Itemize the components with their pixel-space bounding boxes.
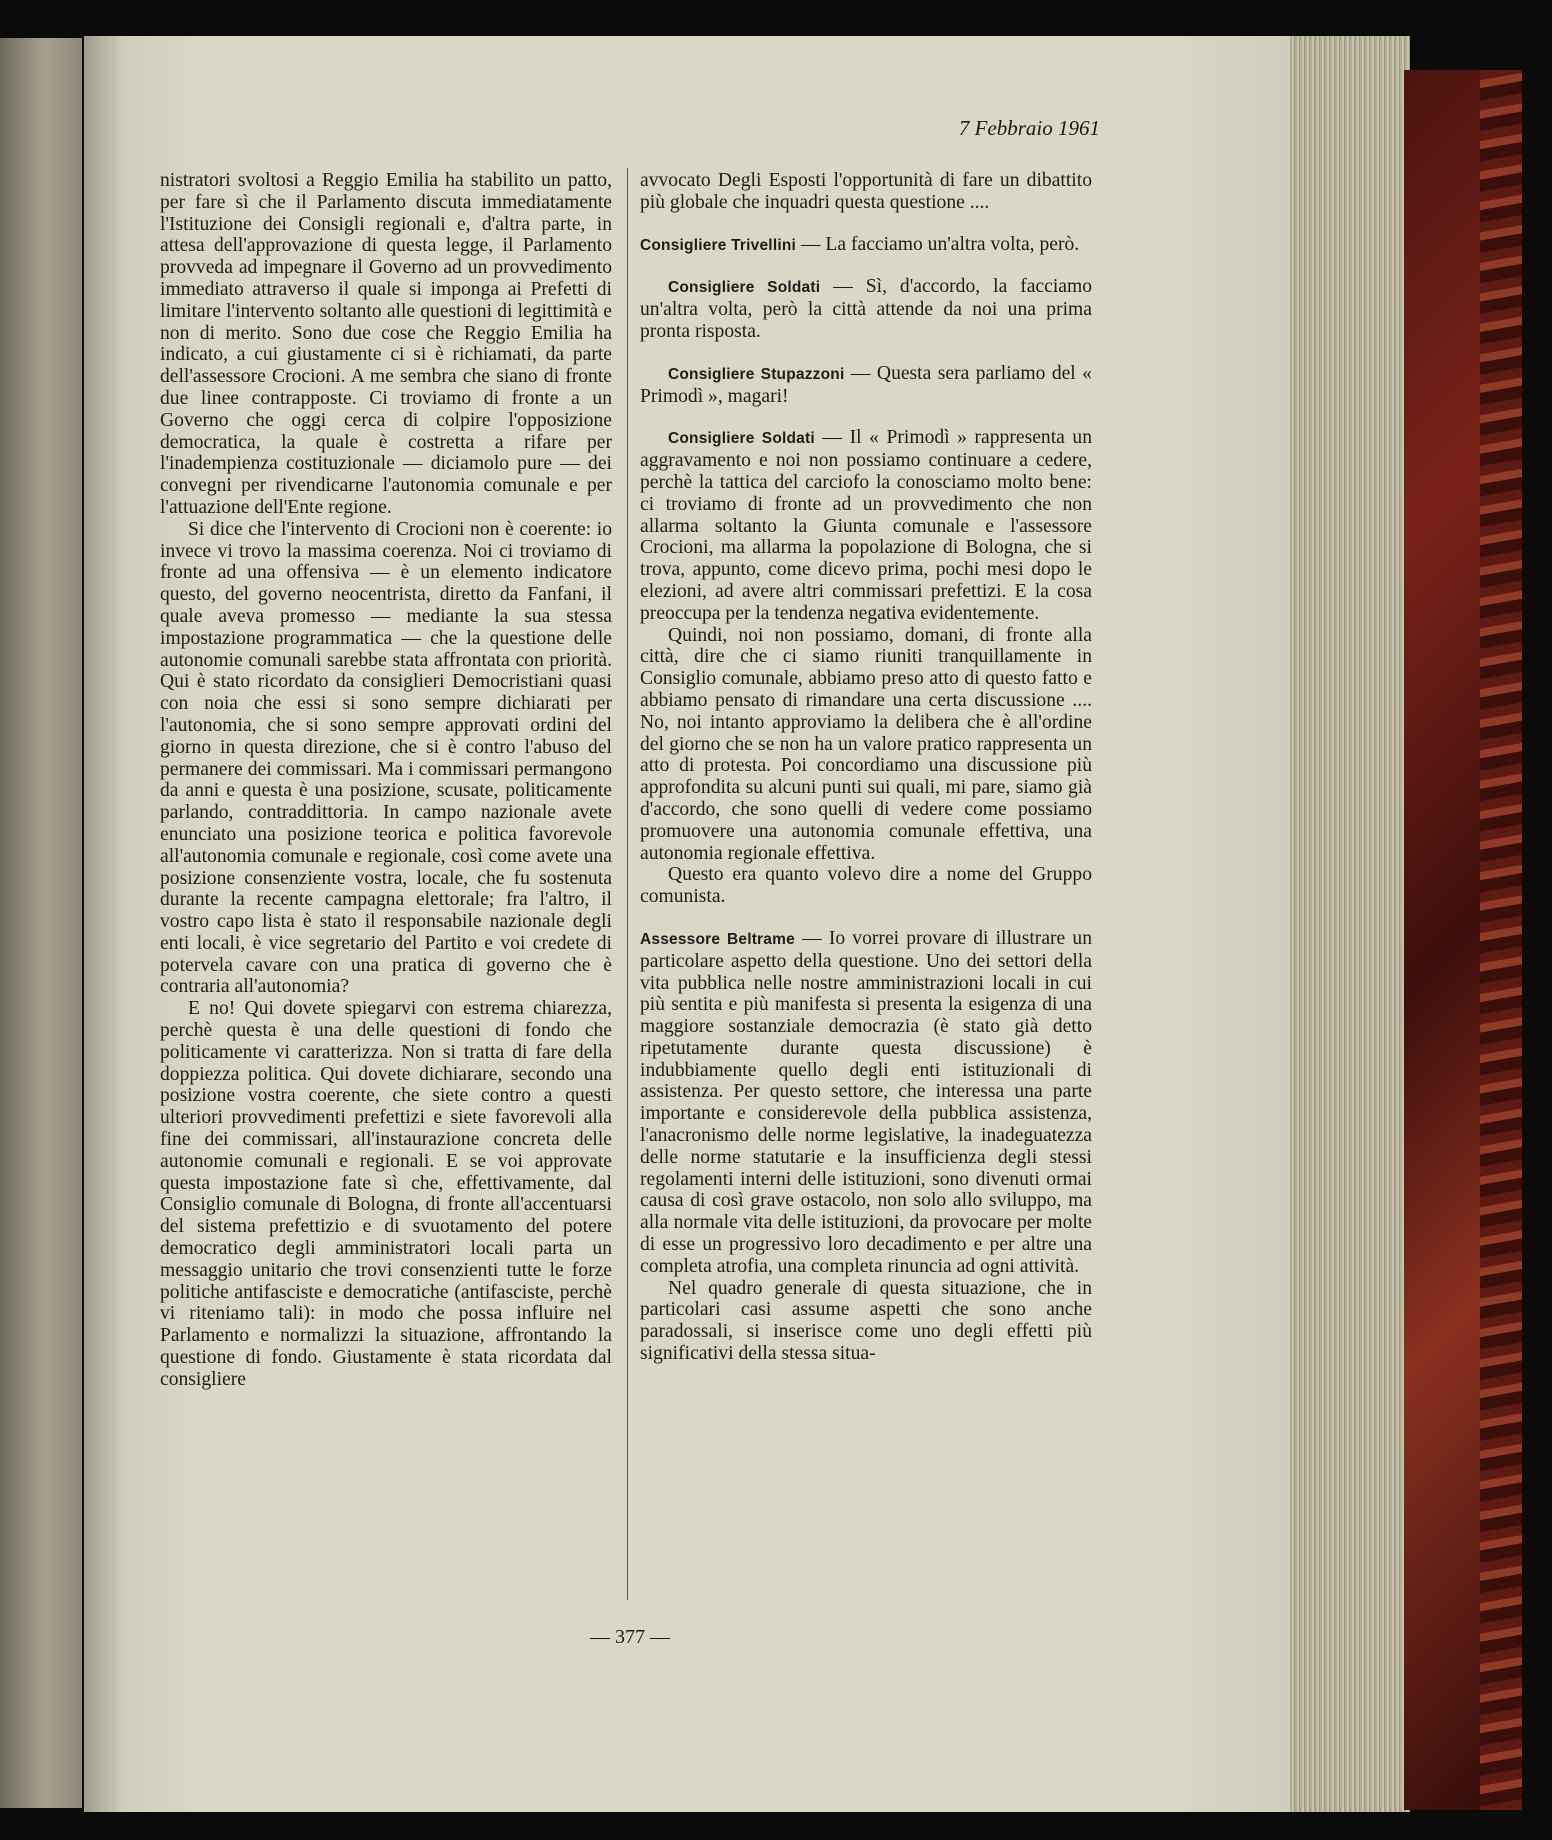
speech-text: — Il « Primodì » rappresenta un aggravamento e noi non possiamo continuare a cedere, perchè la tattica del carciofo la conosciamo molto bene: ci troviamo di fronte ad un provvedimento che non allarma soltanto la Giunta comunale e l'assessore Crocioni, ma allarma la popolazione di Bologna, che si trova, appunto, come dicevo prima, pochi mesi dopo le elezioni, ad avere altri commissari prefettizi. E la cosa preoccupa per la tendenza negativa evidentemente. xyxy=(640,427,1092,624)
left-column xyxy=(160,170,612,1391)
paragraph: E no! Qui dovete spiegarvi con estrema chiarezza, perchè questa è una delle questioni di fondo che politicamente vi caratterizza. Non si tratta di fare della doppiezza politica. Qui dovete dichiarare, secondo una posizione vostra coerente, che siete contro a questi ulteriori provvedimenti prefettizi e siete favorevoli alla fine dei commissari, all'instaurazione concreta delle autonomie comunali e regionali. E se voi approvate questa impostazione fate sì che, effettivamente, dal Consiglio comunale di Bologna, di fronte all'accentuarsi del sistema prefettizio e di svuotamento del potere democratico degli amministratori locali parta un messaggio unitario che trovi consenzienti tutte le forze politiche antifasciste e democratiche (antifasciste, perchè vi riteniamo tali): in modo che possa influire nel Parlamento e normalizzi la situazione, affrontando la questione di fondo. Giustamente è stata ricordata dal consigliere xyxy=(160,998,612,1390)
paragraph: Quindi, noi non possiamo, domani, di fronte alla città, dire che ci siamo riuniti tranquillamente in Consiglio comunale, abbiamo preso atto di questo fatto e abbiamo pensato di rimandare una certa discussione .... No, noi intanto approviamo la delibera che è all'ordine del giorno che se non ha un valore pratico rappresenta un atto di protesta. Poi concordiamo una discussione più approfondita su alcuni punti sui quali, mi pare, siamo già d'accordo, che sono quelli di vedere come possiamo promuovere una autonomia comunale effettiva, una autonomia regionale effettiva. xyxy=(640,624,1092,864)
speech xyxy=(640,363,1092,408)
speech-text: — Io vorrei provare di illustrare un particolare aspetto della questione. Uno dei settori della vita pubblica nelle nostre amministrazioni locali in cui più sentita e più manifesta si presenta la esigenza di una maggiore sostanziale democrazia (è stato già detto ripetutamente durante questa discussione) è indubbiamente quello degli enti istituzionali di assistenza. Per questo settore, che interessa una parte importante e considerevole della pubblica assistenza, l'anacronismo delle norme legislative, la inadeguatezza delle norme statutarie e la insufficienza degli stessi regolamenti interni delle istituzioni, sono divenuti ormai causa di così grave ostacolo, non solo allo sviluppo, ma alla normale vita delle istituzioni, da provocare per molte di esse un progressivo loro decadimento e per altre una completa atrofia, una completa rinuncia ad ogni attività. xyxy=(640,927,1092,1277)
speech-text: — Questa sera parliamo del « Primodì », magari! xyxy=(640,362,1092,407)
speaker-name: Consigliere Trivellini xyxy=(640,236,797,254)
paragraph: nistratori svoltosi a Reggio Emilia ha stabilito un patto, per fare sì che il Parlamento discuta immediatamente l'Istituzione dei Consigli regionali e, d'altra parte, in attesa dell'approvazione di questa legge, il Parlamento provveda ad impegnare il Governo ad un provvedimento immediato attraverso il quale si imponga ai Prefetti di limitare l'intervento soltanto alle questioni di legittimità e non di merito. Sono due cose che Reggio Emilia ha indicato, a cui giustamente ci si è richiamati, da parte dell'assessore Crocioni. A me sembra che siano di fronte due linee contrapposte. Ci troviamo di fronte a un Governo che oggi cerca di colpire l'opposizione democratica, la quale è costretta a rifare per l'inadempienza costituzionale — diciamolo pure — dei convegni per rivendicarne l'autonomia comunale e per l'attuazione dell'Ente regione. xyxy=(160,170,612,518)
speaker-name: Assessore Beltrame xyxy=(640,930,795,948)
running-head: 7 Febbraio 1961 xyxy=(958,116,1100,140)
speech xyxy=(640,427,1092,624)
paragraph: Questo era quanto volevo dire a nome del Gruppo comunista. xyxy=(640,864,1092,908)
marbled-board-edge xyxy=(1480,70,1522,1810)
page-number: — 377 — xyxy=(590,1626,670,1648)
page-stack-edge xyxy=(1290,36,1410,1812)
speech xyxy=(640,928,1092,1278)
paragraph: Si dice che l'intervento di Crocioni non è coerente: io invece vi trovo la massima coerenza. Noi ci troviamo di fronte ad una offensiva — è un elemento indicatore questo, del governo neocentrista, diretto da Fanfani, il quale aveva promesso — mediante la sua stessa impostazione programmatica — che la questione delle autonomie comunali sarebbe stata affrontata con priorità. Qui è stato ricordato da consiglieri Democristiani quasi con noia che essi si sono sempre dichiarati per l'autonomia, che si sono sempre approvati ordini del giorno in questa direzione, che si è contro l'abuso del permanere dei commissari. Ma i commissari permangono da anni e questa è una posizione, scusate, politicamente parlando, contraddittoria. In campo nazionale avete enunciato una posizione teorica e politica favorevole all'autonomia comunale e regionale, così come avete una posizione consenziente vostra, locale, che fu sostenuta durante la recente campagna elettorale; fra l'altro, il vostro capo lista è stato il responsabile nazionale degli enti locali, è vice segretario del Partito e voi credete di potervela cavare con una pratica di governo che è contraria all'autonomia? xyxy=(160,518,612,998)
speaker-name: Consigliere Soldati xyxy=(668,279,821,297)
right-column xyxy=(640,170,1092,1365)
column-rule xyxy=(627,168,628,1600)
speech xyxy=(640,276,1092,342)
speaker-name: Consigliere Stupazzoni xyxy=(668,365,845,383)
paragraph: Nel quadro generale di questa situazione, che in particolari casi assume aspetti che sono anche paradossali, si inserisce come uno degli effetti più significativi della stessa situa- xyxy=(640,1277,1092,1365)
paragraph: avvocato Degli Esposti l'opportunità di fare un dibattito più globale che inquadri questa questione .... xyxy=(640,170,1092,213)
speech xyxy=(640,234,1092,257)
speaker-name: Consigliere Soldati xyxy=(668,430,815,448)
speech-text: — La facciamo un'altra volta, però. xyxy=(800,233,1080,255)
facing-page-edge xyxy=(0,38,82,1808)
speech-text: — Sì, d'accordo, la facciamo un'altra volta, però la città attende da noi una prima pronta risposta. xyxy=(640,276,1093,342)
